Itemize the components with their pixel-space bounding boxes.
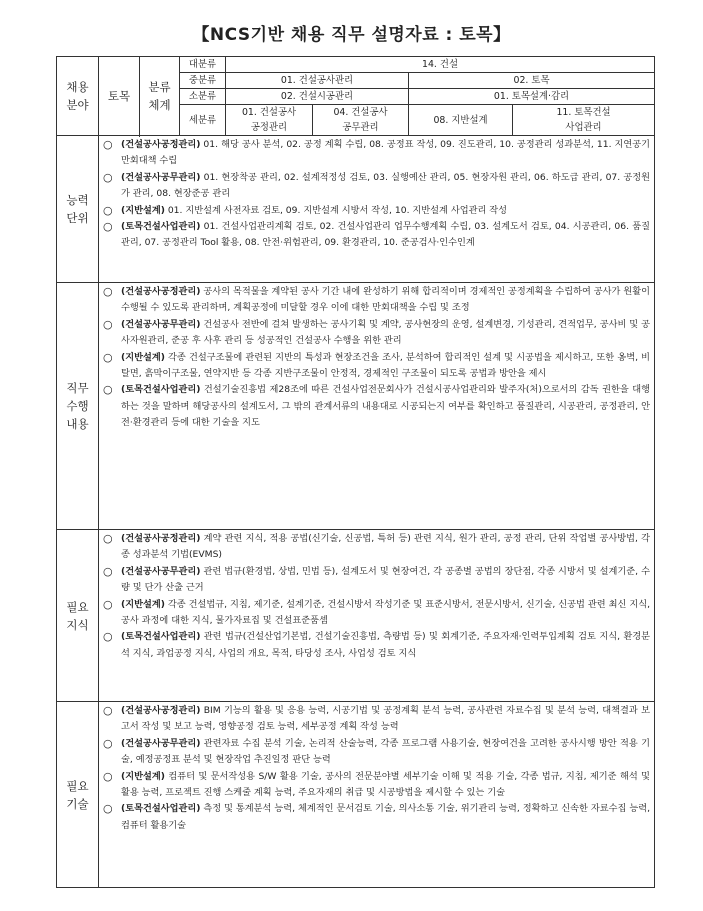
- section-body-units: [99, 136, 655, 283]
- circle-bullet-icon: ○: [103, 802, 113, 816]
- classification-label: 분류 체계: [140, 57, 180, 136]
- circle-bullet-icon: ○: [103, 285, 113, 298]
- circle-bullet-icon: ○: [103, 630, 113, 644]
- list-item: ○ (건설공사공정관리) BIM 기능의 활용 및 응용 능력, 시공기법 및 공정계획 분석 능력, 공사관련 자료수집 및 분석 능력, 대책결과 보고서 작성 및 보고 능력, 영향공정 검토 능력, 세부공정 계획 작성 능력: [103, 704, 651, 733]
- field-value: 토목: [99, 57, 140, 136]
- page-title: 【NCS기반 채용 직무 설명자료 : 토목】: [192, 25, 511, 45]
- list-item: ○ (지반설계) 01. 지반설계 사전자료 검토, 09. 지반설계 시방서 작성, 10. 지반설계 사업관리 작성: [103, 203, 508, 217]
- list-item: ○ (건설공사공정관리) 공사의 목적물을 계약된 공사 기간 내에 완성하기 위해 합리적이며 경제적인 공정계획을 수립하여 공사가 원활이 수행될 수 있도록 관리하며, 계획공정에 미달할 경우 이에 대한 만회대책을 수립 및 조정: [103, 285, 651, 314]
- section-label-skills: 필요 기술: [57, 702, 99, 888]
- section-body-knowledge: [99, 530, 655, 702]
- circle-bullet-icon: ○: [103, 383, 113, 397]
- section-body-duties: [99, 283, 655, 530]
- major-value: 14. 건설: [226, 57, 655, 73]
- circle-bullet-icon: ○: [103, 138, 113, 151]
- list-item: ○ (토목건설사업관리) 건설기술진흥법 제28조에 따른 건설사업전문회사가 건설시공사업관리와 발주자(처)으로서의 감독 권한을 대행하는 것을 말하며 해당공사의 설계도서, 그 밖의 관계서류의 내용대로 시공되는지 여부를 확인하고 품질관리, 시공관리, 공정관리, 안전·환경관리 등에 대한 기술을 지도: [103, 383, 651, 429]
- circle-bullet-icon: ○: [103, 532, 113, 545]
- detail-value-4: 11. 토목건설 사업관리: [513, 105, 655, 136]
- section-body-skills: [99, 702, 655, 888]
- level-middle-label: 중분류: [180, 73, 226, 89]
- circle-bullet-icon: ○: [103, 350, 113, 364]
- section-label-knowledge: 필요 지식: [57, 530, 99, 702]
- level-major-label: 대분류: [180, 57, 226, 73]
- circle-bullet-icon: ○: [103, 564, 113, 578]
- level-minor-label: 소분류: [180, 89, 226, 105]
- level-detail-label: 세분류: [180, 105, 226, 136]
- list-item: ○ (토목건설사업관리) 측정 및 통계분석 능력, 체계적인 문서검토 기술, 의사소통 기술, 위기관리 능력, 정확하고 신속한 자료수집 능력, 컴퓨터 활용기술: [103, 802, 651, 831]
- section-label-units: 능력 단위: [57, 136, 99, 283]
- minor-value-1: 02. 건설시공관리: [226, 89, 409, 105]
- job-description-table: [56, 56, 655, 888]
- list-item: ○ (토목건설사업관리) 관련 법규(건설산업기본법, 건설기술진흥법, 측량법 등) 및 회계기준, 주요자재·인력투입계획 검토 지식, 환경분석 지식, 과업공정 지식, 사업의 개요, 목적, 타당성 조사, 사업성 검토 지식: [103, 630, 651, 659]
- list-item: ○ (건설공사공무관리) 01. 현장착공 관리, 02. 설계적정성 검토, 03. 실행예산 관리, 05. 현장자원 관리, 06. 하도급 관리, 07. 공정원가 관리, 08. 현장준공 관리: [103, 170, 651, 200]
- circle-bullet-icon: ○: [103, 170, 113, 184]
- circle-bullet-icon: ○: [103, 317, 113, 331]
- list-item: ○ (지반설계) 각종 건설구조물에 관련된 지반의 특성과 현장조건을 조사, 분석하여 합리적인 설계 및 시공법을 제시하고, 또한 옹벽, 비탈면, 흙막이구조물, 연약지반 등 각종 지반구조물이 안정적, 경제적인 구조물이 되도록 공법과 방안을 제시: [103, 350, 651, 380]
- circle-bullet-icon: ○: [103, 704, 113, 717]
- list-item: ○ (건설공사공정관리) 01. 해당 공사 분석, 02. 공정 계획 수립, 08. 공정표 작성, 09. 진도관리, 10. 공정관리 성과분석, 11. 지연공기 만회대책 수립: [103, 138, 651, 167]
- circle-bullet-icon: ○: [103, 769, 113, 783]
- middle-value-2: 02. 토목: [409, 73, 655, 89]
- middle-value-1: 01. 건설공사관리: [226, 73, 409, 89]
- detail-value-2: 04. 건설공사 공무관리: [313, 105, 409, 136]
- circle-bullet-icon: ○: [103, 203, 113, 217]
- circle-bullet-icon: ○: [103, 597, 113, 611]
- minor-value-2: 01. 토목설계·감리: [409, 89, 655, 105]
- list-item: ○ (건설공사공무관리) 건설공사 전반에 걸쳐 발생하는 공사기획 및 계약, 공사현장의 운영, 설계변경, 기성관리, 견적업무, 공사비 및 공사자원관리, 준공 후 사후 관리 등 성공적인 건설공사 수행을 위한 관리: [103, 317, 651, 347]
- list-item: ○ (건설공사공무관리) 관련 법규(환경법, 상법, 민법 등), 설계도서 및 현장여건, 각 공종별 공법의 장단점, 각종 시방서 및 설계기준, 수량 및 단가 산출 근거: [103, 564, 651, 594]
- circle-bullet-icon: ○: [103, 220, 113, 234]
- list-item: ○ (건설공사공정관리) 계약 관련 지식, 적용 공법(신기술, 신공법, 특허 등) 관련 지식, 원가 관리, 공정 관리, 단위 작업별 공사방법, 각종 성과분석 기법(EVMS): [103, 532, 651, 561]
- detail-value-3: 08. 지반설계: [409, 105, 513, 136]
- list-item: ○ (지반설계) 컴퓨터 및 문서작성용 S/W 활용 기술, 공사의 전문분야별 세부기술 이해 및 적용 기술, 각종 법규, 지침, 제기준 해석 및 활용 능력, 프로젝트 진행 스케줄 계획 능력, 주요자재의 취급 및 시공방법을 제시할 수 있는 기술: [103, 769, 651, 799]
- section-label-duties: 직무 수행 내용: [57, 283, 99, 530]
- list-item: ○ (건설공사공무관리) 관련자료 수집 분석 기술, 논리적 산술능력, 각종 프로그램 사용기술, 현장여건을 고려한 공사시행 방안 적용 기술, 예정공정표 분석 및 현장작업 추진일정 판단 능력: [103, 736, 651, 766]
- detail-value-1: 01. 건설공사 공정관리: [226, 105, 313, 136]
- field-label: 채용 분야: [57, 57, 99, 136]
- list-item: ○ (토목건설사업관리) 01. 건설사업관리계획 검토, 02. 건설사업관리 업무수행계획 수립, 03. 설계도서 검토, 04. 시공관리, 06. 품질관리, 07. 공정관리 Tool 활용, 08. 안전·위험관리, 09. 환경관리, 10. 준공검사·인수인계: [103, 220, 651, 249]
- circle-bullet-icon: ○: [103, 736, 113, 750]
- list-item: ○ (지반설계) 각종 건설법규, 지침, 제기준, 설계기준, 건설시방서 작성기준 및 표준시방서, 전문시방서, 신기술, 신공법 관련 최신 지식, 공사 과정에 대한 지식, 물가자료집 및 건설표준품셈: [103, 597, 651, 627]
